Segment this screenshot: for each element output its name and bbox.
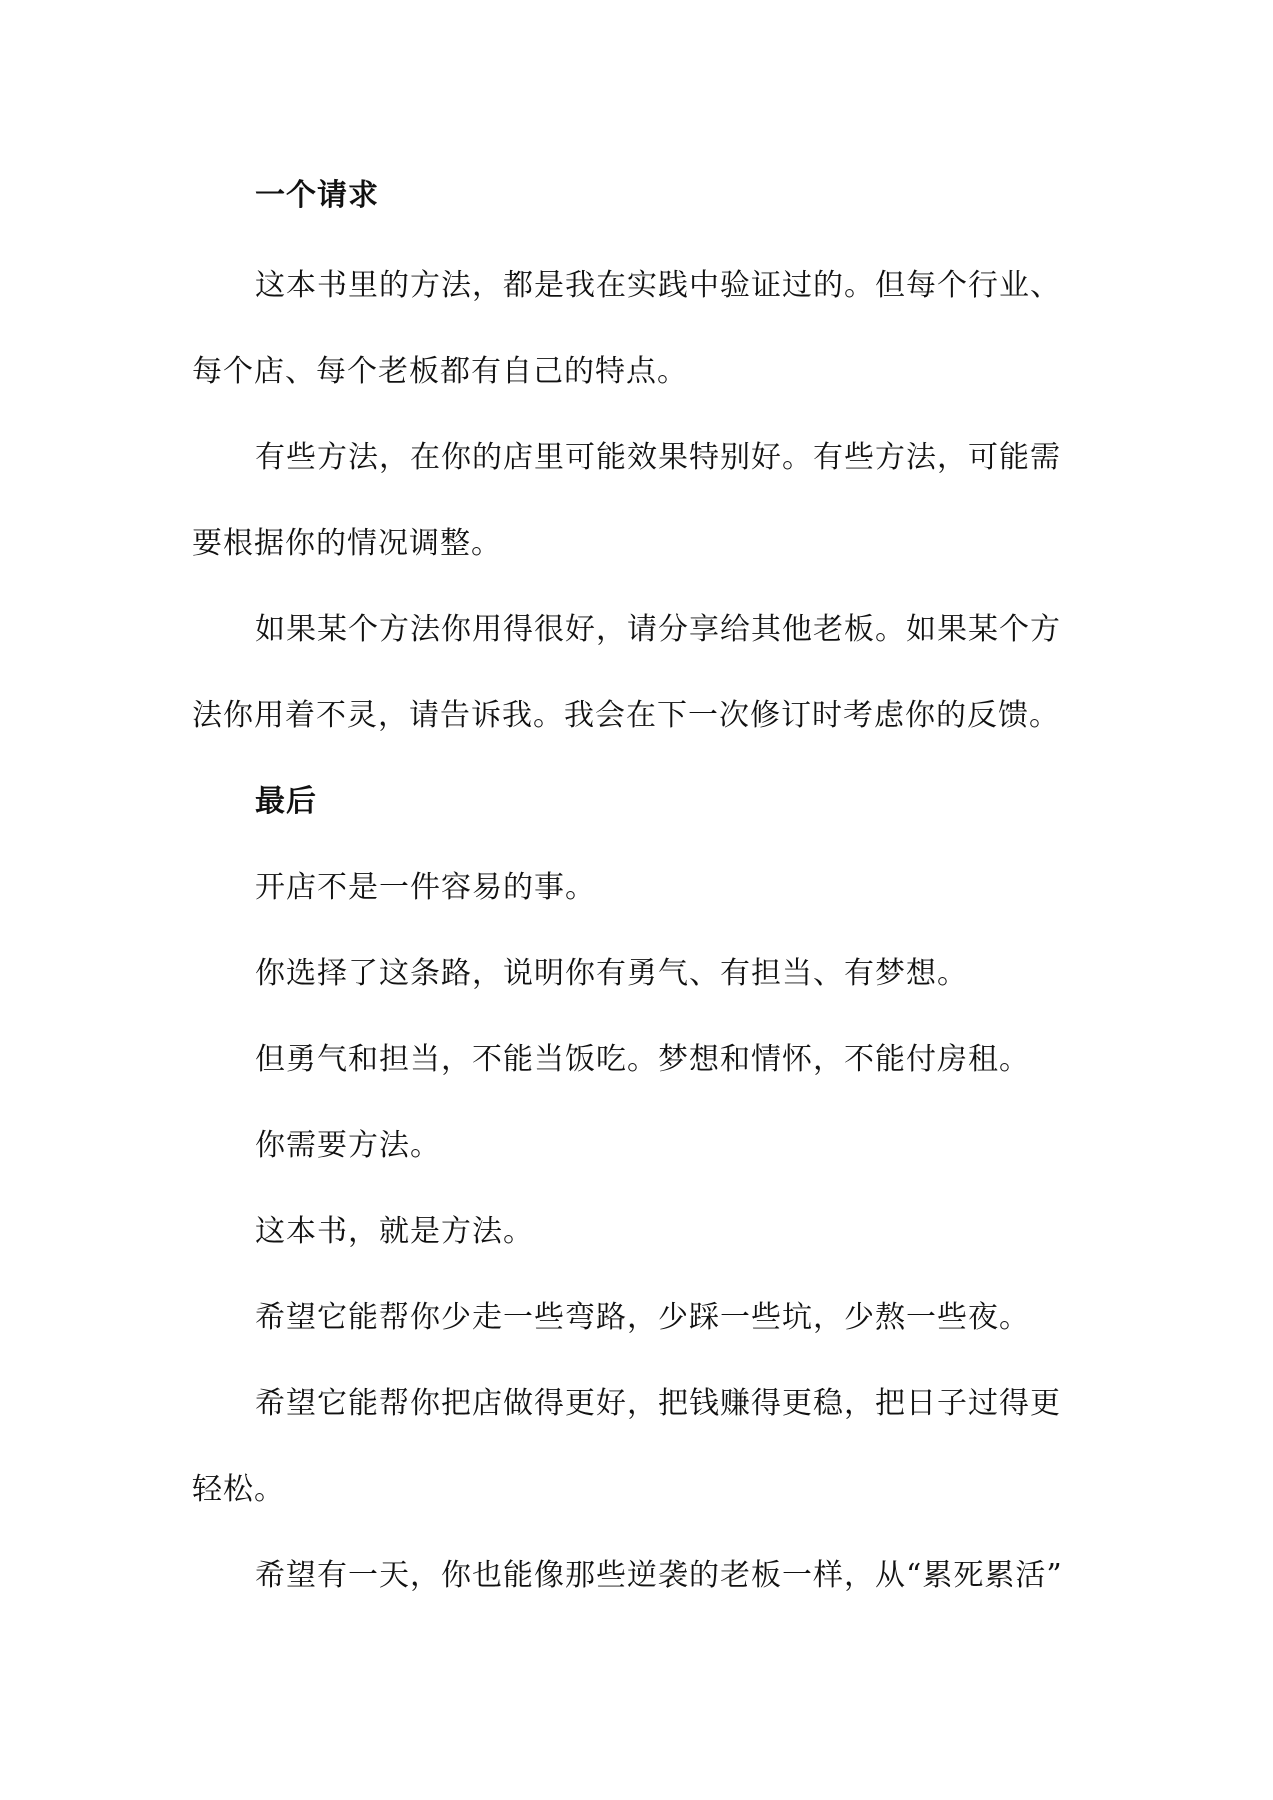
paragraph-line: 希望它能帮你把店做得更好，把钱赚得更稳，把日子过得更	[255, 1386, 1061, 1421]
paragraph-line: 每个店、每个老板都有自己的特点。	[192, 354, 688, 389]
paragraph-line: 要根据你的情况调整。	[192, 526, 502, 561]
paragraph-line: 有些方法，在你的店里可能效果特别好。有些方法，可能需	[255, 440, 1061, 475]
paragraph-line: 希望有一天，你也能像那些逆袭的老板一样，从“累死累活”	[255, 1558, 1063, 1593]
paragraph-line: 轻松。	[192, 1472, 285, 1507]
paragraph-line: 法你用着不灵，请告诉我。我会在下一次修订时考虑你的反馈。	[192, 698, 1060, 733]
section-heading-request: 一个请求	[255, 178, 379, 213]
paragraph-line: 但勇气和担当，不能当饭吃。梦想和情怀，不能付房租。	[255, 1042, 1030, 1077]
paragraph-line: 你需要方法。	[255, 1128, 441, 1163]
section-heading-final: 最后	[255, 784, 317, 819]
paragraph-line: 你选择了这条路，说明你有勇气、有担当、有梦想。	[255, 956, 968, 991]
paragraph-line: 如果某个方法你用得很好，请分享给其他老板。如果某个方	[255, 612, 1061, 647]
paragraph-line: 开店不是一件容易的事。	[255, 870, 596, 905]
paragraph-line: 这本书里的方法，都是我在实践中验证过的。但每个行业、	[255, 268, 1061, 303]
paragraph-line: 这本书，就是方法。	[255, 1214, 534, 1249]
paragraph-line: 希望它能帮你少走一些弯路，少踩一些坑，少熬一些夜。	[255, 1300, 1030, 1335]
